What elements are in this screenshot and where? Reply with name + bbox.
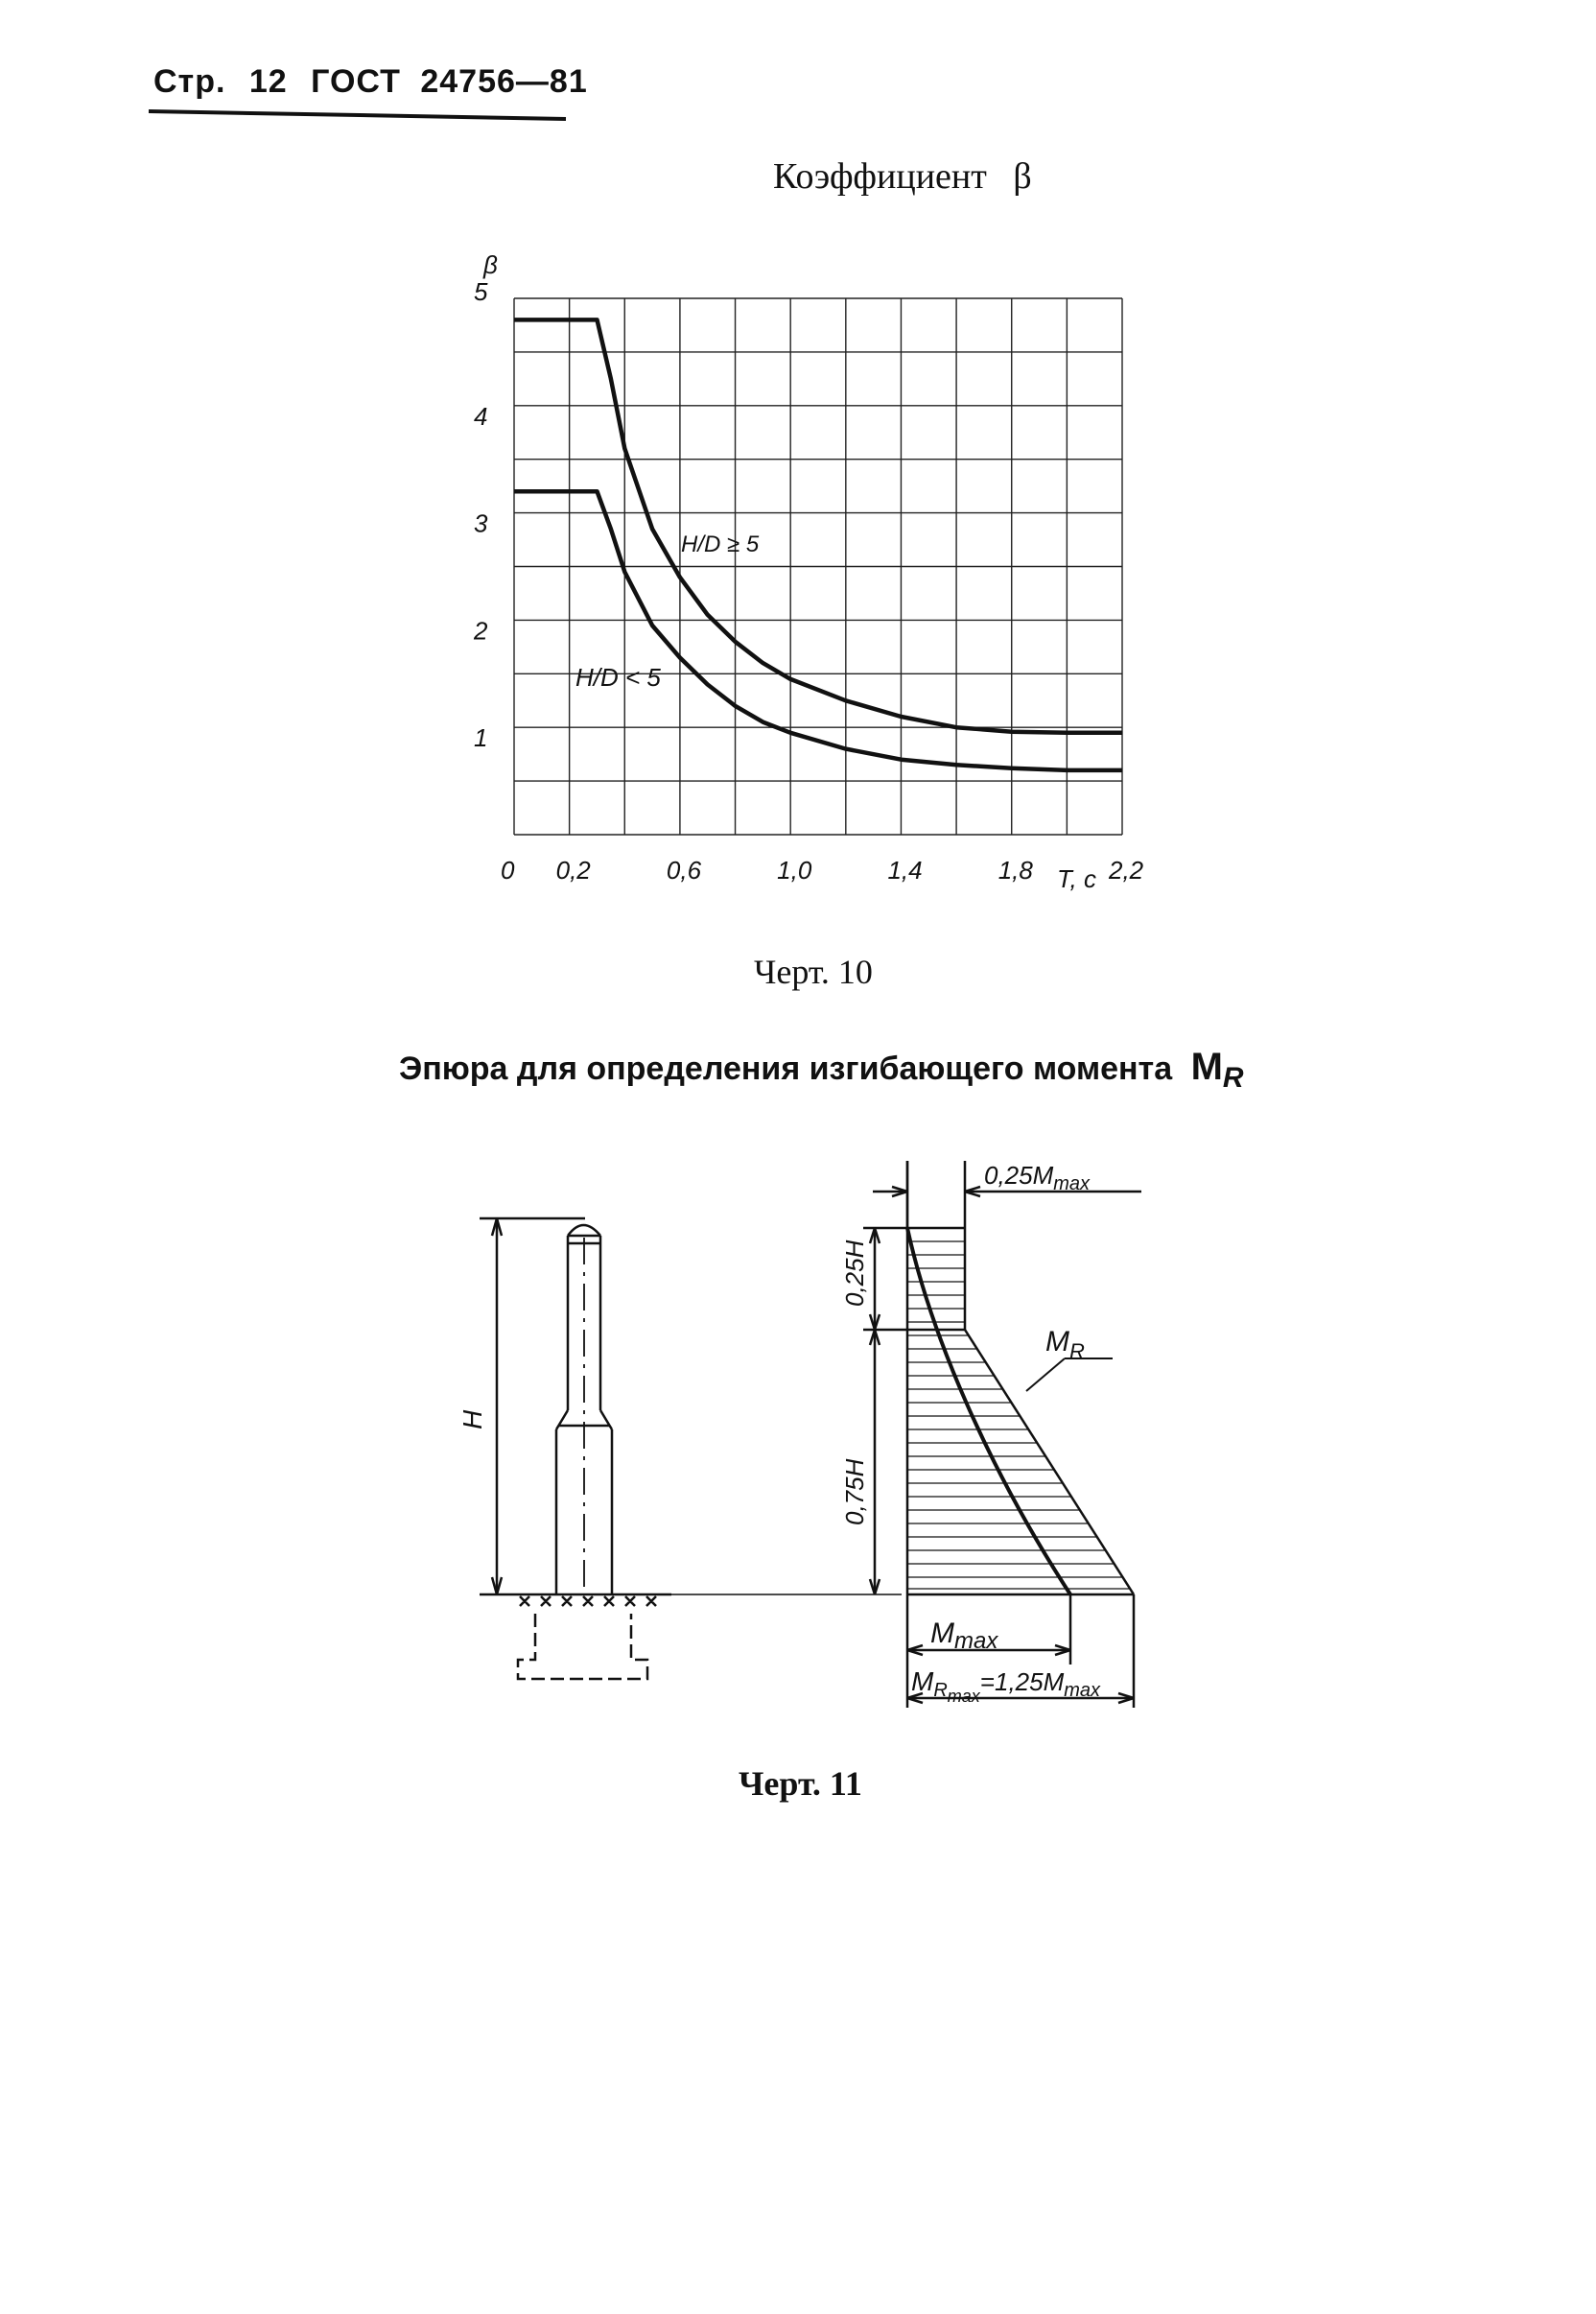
label-mrmax [911, 1666, 1101, 1706]
label-top-width [984, 1161, 1091, 1194]
label-mrmax-sub: R [933, 1680, 948, 1701]
label-upper-segment: 0,25H [840, 1240, 869, 1307]
label-mmax-main: M [930, 1617, 954, 1649]
x-axis-label: T, c [1057, 864, 1096, 893]
page-number: 12 [248, 63, 288, 100]
figure10-caption: Черт. 10 [754, 953, 873, 991]
y-axis-label: β [483, 250, 498, 279]
label-mrmax-main: M [911, 1666, 934, 1696]
label-upper-curve: H/D ≥ 5 [681, 531, 760, 557]
y-tick-label-4: 5 [474, 277, 488, 306]
figure10-title-symbol: β [1013, 156, 1032, 197]
y-tick-label-0: 1 [474, 723, 488, 753]
beta-chart [460, 245, 1170, 916]
standard-number: 24756—81 [420, 63, 588, 100]
label-lower-segment: 0,75H [840, 1458, 869, 1525]
label-mrmax-sub2: max [947, 1687, 980, 1706]
figure11-title-subscript: R [1222, 1061, 1244, 1094]
header-underline [144, 106, 575, 125]
moment-diagram [451, 1142, 1218, 1756]
chimney-structure [480, 1225, 671, 1679]
page-header [153, 63, 588, 101]
x-tick-label-3: 1,0 [777, 856, 812, 885]
x-tick-label-4: 1,4 [887, 856, 923, 885]
label-mr-curve-main: M [1045, 1326, 1069, 1358]
figure11-title-symbol: M [1190, 1046, 1223, 1088]
moment-epure [907, 1161, 1134, 1594]
label-mmax-sub: max [954, 1628, 998, 1654]
x-tick-label-5: 1,8 [998, 856, 1033, 885]
y-tick-label-3: 4 [474, 401, 488, 431]
x-tick-label-6: 2,2 [1109, 856, 1144, 885]
x-tick-label-1: 0,2 [555, 856, 591, 885]
chart-series [514, 319, 1122, 770]
figure11-caption: Черт. 11 [739, 1764, 862, 1803]
series-line-1 [514, 491, 1122, 770]
label-lower-curve: H/D < 5 [575, 663, 661, 692]
figure11-title [399, 1046, 1244, 1095]
figure11-title-text: Эпюра для определения изгибающего момента [399, 1051, 1173, 1087]
label-top-width-sub: max [1053, 1173, 1091, 1194]
page-label: Стр. [153, 63, 226, 100]
figure10-title-text: Коэффициент [773, 156, 987, 197]
y-tick-label-2: 3 [474, 508, 488, 538]
chart-grid [514, 298, 1122, 835]
label-mrmax-rhs: =1,25M [979, 1667, 1065, 1696]
label-mr-curve-sub: R [1069, 1339, 1085, 1363]
chart-axes [473, 277, 1144, 885]
figure10-title [773, 155, 1032, 198]
label-mrmax-rhs-sub: max [1064, 1680, 1101, 1701]
y-tick-label-1: 2 [474, 616, 488, 646]
x-tick-label-2: 0,6 [666, 856, 702, 885]
chart-labels [482, 250, 1096, 893]
label-mmax [930, 1617, 998, 1654]
label-top-width-main: 0,25M [984, 1161, 1054, 1190]
label-h: H [458, 1409, 487, 1429]
x-tick-label-0: 0 [501, 856, 515, 885]
standard-label: ГОСТ [311, 63, 401, 100]
